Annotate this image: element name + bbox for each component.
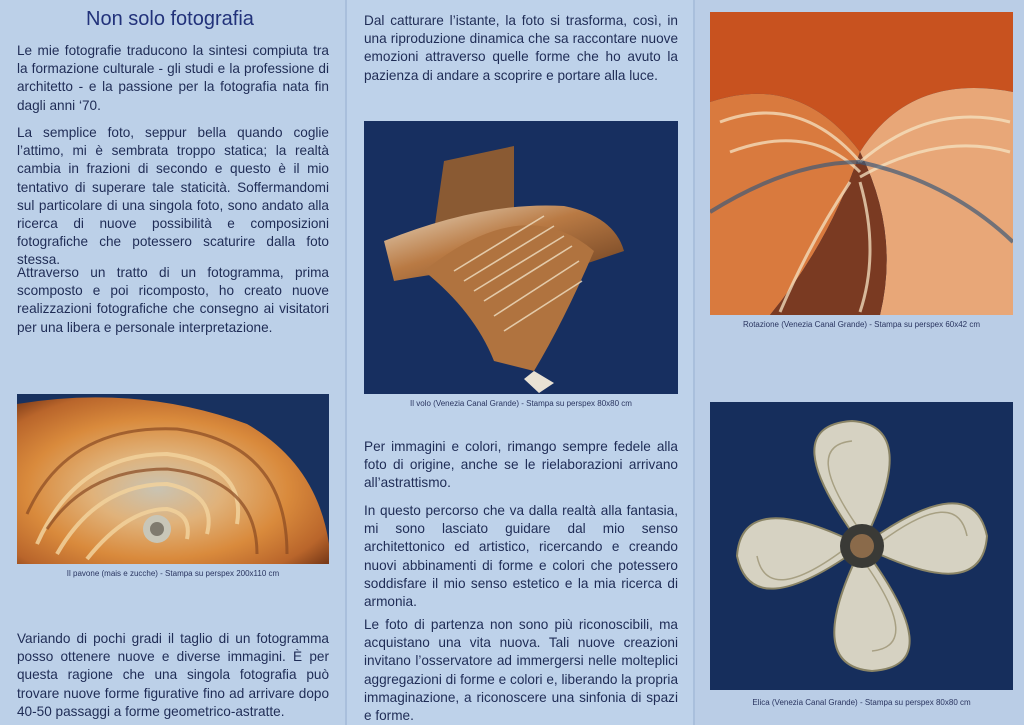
fold-line [345,0,347,725]
paragraph-static-photo: La semplice foto, seppur bella quando coglie l’attimo, mi è sembrata troppo statica; la realtà cambia in frazioni di secondo e questo è il mio tentativo di superare tale staticità. Soffermandomi sul particolare di una singola foto, sono andato alla ricerca di nuove possibilità e composizioni fotografiche che potessero scaturire dalla foto stessa. [17,125,329,268]
artwork-il-pavone [17,394,329,564]
paragraph-dynamic: Dal catturare l’istante, la foto si trasforma, così, in una riproduzione dinamica che sa raccontare nuove emozioni attraverso quelle forme che ho avuto la pazienza di andare a scoprire e portare alla luce. [364,13,678,83]
caption-elica: Elica (Venezia Canal Grande) - Stampa su perspex 80x80 cm [752,698,971,707]
paragraph-fidelity: Per immagini e colori, rimango sempre fedele alla foto di origine, anche se le rielaborazioni arrivano all’astrattismo. [364,439,678,491]
page-title: Non solo fotografia [86,8,254,30]
paragraph-intro: Le mie fotografie traducono la sintesi compiuta tra la formazione culturale - gli studi e la professione di architetto - e la passione per la fotografia nata fin dagli anni ‘70. [17,43,329,113]
paragraph-recompose: Attraverso un tratto di un fotogramma, prima scomposto e poi ricomposto, ho creato nuove realizzazioni fotografiche che consegno ai visitatori per una libera e personale interpretazione. [17,265,329,335]
caption-il-pavone: Il pavone (mais e zucche) - Stampa su perspex 200x110 cm [66,569,280,578]
paragraph-variations: Variando di pochi gradi il taglio di un fotogramma posso ottenere nuove e diverse immagini. È per questa ragione che una singola fotografia può trovare nuove forme figurative fino ad arrivare dopo 40-50 passaggi a forme geometrico-astratte. [17,631,329,719]
paragraph-new-life: Le foto di partenza non sono più riconoscibili, ma acquistano una vita nuova. Tali nuove creazioni invitano l’osservatore ad immergersi nelle molteplici aggregazioni di forme e colori e, liberando la propria immaginazione, a riconoscere una sinfonia di spazi e forme. [364,617,678,724]
artwork-il-volo [364,121,678,394]
artwork-rotazione [710,12,1013,315]
caption-rotazione: Rotazione (Venezia Canal Grande) - Stampa su perspex 60x42 cm [742,320,980,329]
artwork-elica [710,402,1013,690]
paragraph-journey: In questo percorso che va dalla realtà alla fantasia, mi sono lasciato guidare dal mio senso architettonico ed artistico, ricercando e creando nuovi abbinamenti di forme e colori che potessero soddisfare il mio senso estetico e la mia ricerca di armonia. [364,503,678,610]
fold-line [693,0,695,725]
caption-il-volo: Il volo (Venezia Canal Grande) - Stampa su perspex 80x80 cm [410,399,632,408]
